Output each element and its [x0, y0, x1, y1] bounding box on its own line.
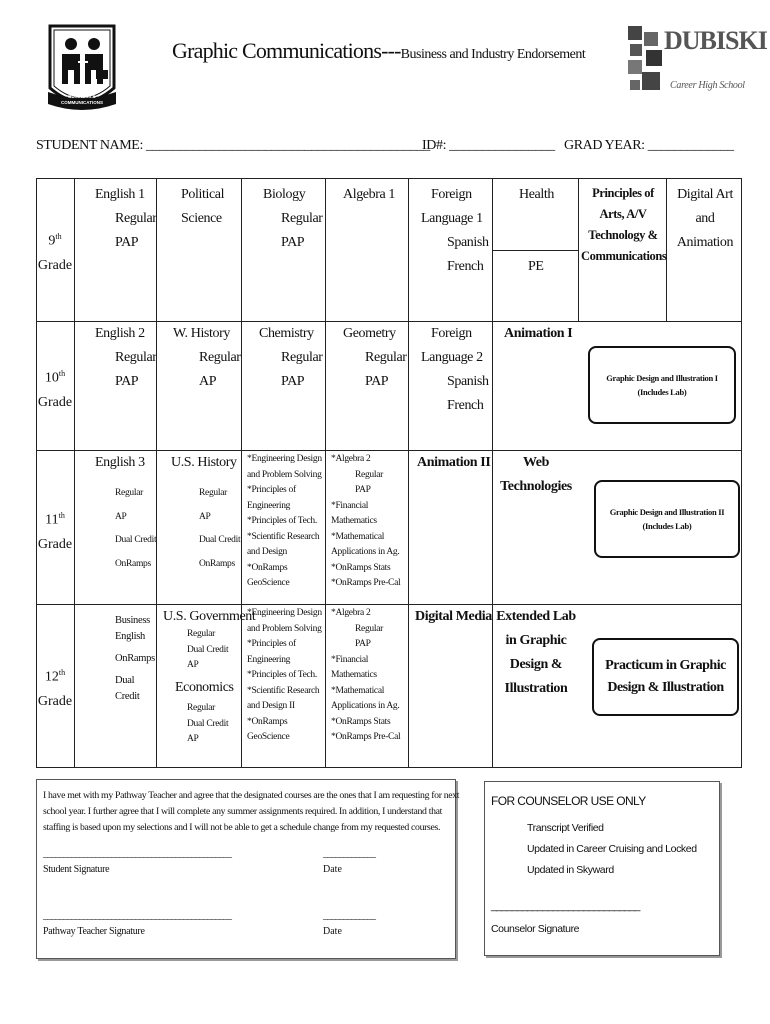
g9-principles-course: Principles of Arts, A/V Technology & Communications	[581, 186, 667, 263]
g10-foreign-language: Foreign Language 2 Spanish French	[421, 326, 489, 413]
g10-science: Chemistry Regular PAP	[259, 326, 323, 389]
right-logo-tagline: Career High School	[670, 80, 745, 91]
agreement-box	[36, 779, 460, 959]
g9-english: English 1 Regular PAP	[95, 187, 157, 250]
title-subtitle: Business and Industry Endorsement	[400, 47, 586, 62]
g9-science: Biology Regular PAP	[263, 187, 323, 250]
g10-math: Geometry Regular PAP	[343, 326, 407, 389]
student-date-label: Date	[323, 864, 342, 875]
g10-social-studies: W. History Regular AP	[173, 326, 241, 389]
grade-9-label: 9th Grade	[37, 232, 73, 273]
g11-english-title: English 3	[95, 455, 145, 470]
g12-extended-lab: Extended Lab in Graphic Design & Illustration	[496, 609, 576, 696]
g12-economics-title: Economics	[175, 680, 234, 695]
left-logo-banner-text: BUSINESS & COMMUNICATIONS	[61, 94, 103, 105]
g11-science-options: *Engineering Design and Problem Solving *Principles of Engineering *Principles of Tech. *Scientific Research and Design *OnRamps GeoScience	[247, 454, 322, 588]
g12-math-options: *Algebra 2 Regular PAP *Financial Mathematics *Mathematical Applications in Ag. *OnRamps Stats *OnRamps Pre-Cal	[331, 608, 401, 742]
g10-english: English 2 Regular PAP	[95, 326, 157, 389]
g12-english-options: Business English OnRamps Dual Credit	[115, 615, 155, 702]
counselor-checklist	[527, 818, 697, 881]
g11-animation-2: Animation II	[417, 455, 491, 470]
g12-digital-media: Digital Media	[415, 609, 492, 624]
grade-10-label: 10th Grade	[37, 369, 73, 410]
g12-government-title: U.S. Government	[163, 609, 256, 624]
left-logo	[44, 18, 120, 122]
course-box-practicum: Practicum in Graphic Design & Illustration	[592, 638, 739, 716]
health-pe-divider	[492, 250, 578, 251]
g11-math-options: *Algebra 2 Regular PAP *Financial Mathematics *Mathematical Applications in Ag. *OnRamps Stats *OnRamps Pre-Cal	[331, 454, 401, 588]
student-name-field[interactable]: STUDENT NAME: ___________________________________________	[36, 138, 430, 153]
course-box-gdi-1: Graphic Design and Illustration I (Includes Lab)	[588, 346, 736, 424]
grade-11-label: 11th Grade	[37, 511, 73, 552]
course-box-gdi-2: Graphic Design and Illustration II (Includes Lab)	[594, 480, 740, 558]
g11-social-options: Regular AP Dual Credit OnRamps	[199, 488, 241, 569]
g9-digital-art: Digital Art and Animation	[676, 187, 734, 250]
counselor-signature-line[interactable]: _____________________________	[491, 900, 640, 912]
counselor-item-skyward: Updated in Skyward	[527, 864, 614, 876]
right-logo	[626, 24, 767, 104]
student-signature-label: Student Signature	[43, 864, 110, 875]
grade-12-label: 12th Grade	[37, 668, 73, 709]
student-id-field[interactable]: ID#: ________________	[422, 138, 555, 153]
g9-pe: PE	[528, 259, 544, 274]
counselor-item-transcript: Transcript Verified	[527, 822, 604, 834]
col-divider	[241, 179, 242, 767]
student-date-line[interactable]: _____________	[323, 848, 375, 859]
g11-english-options: Regular AP Dual Credit OnRamps	[115, 488, 157, 569]
page-title	[172, 38, 585, 64]
business-people-icon	[44, 18, 120, 122]
counselor-item-career-cruising: Updated in Career Cruising and Locked	[527, 843, 697, 855]
grad-year-field[interactable]: GRAD YEAR: _____________	[564, 138, 734, 153]
g11-web-technologies: Web Technologies	[500, 455, 572, 494]
course-table	[36, 178, 742, 768]
counselor-signature-label: Counselor Signature	[491, 923, 580, 935]
g12-economics-options: Regular Dual Credit AP	[187, 703, 229, 744]
teacher-date-line[interactable]: _____________	[323, 910, 375, 921]
counselor-title: FOR COUNSELOR USE ONLY	[491, 794, 646, 808]
col-divider	[666, 179, 667, 321]
col-divider	[578, 179, 579, 321]
g12-government-options: Regular Dual Credit AP	[187, 629, 229, 670]
title-main: Graphic Communications---	[172, 38, 401, 63]
g10-animation-1: Animation I	[504, 326, 573, 341]
student-signature-line[interactable]: _______________________________________________	[43, 848, 231, 859]
g11-social-title: U.S. History	[171, 455, 237, 470]
g9-foreign-language: Foreign Language 1 Spanish French	[421, 187, 489, 274]
g9-social-studies: Political Science	[181, 187, 225, 226]
teacher-signature-line[interactable]: _______________________________________________	[43, 910, 231, 921]
col-divider	[325, 179, 326, 767]
row-divider	[37, 604, 741, 605]
agreement-text: I have met with my Pathway Teacher and agree that the designated courses are the ones that I am requesting for next school year. I further agree that I will complete any summer assignments required. In addition, I understand that staffing is based upon my selections and I will not be able to get a schedule change from my requested courses.	[43, 790, 460, 833]
col-divider	[408, 179, 409, 767]
teacher-signature-label: Pathway Teacher Signature	[43, 926, 145, 937]
g9-math: Algebra 1	[343, 187, 395, 202]
teacher-date-label: Date	[323, 926, 342, 937]
g9-health: Health	[519, 187, 554, 202]
counselor-box	[484, 781, 720, 956]
g12-science-options: *Engineering Design and Problem Solving *Principles of Engineering *Principles of Tech. *Scientific Research and Design II *OnRamps GeoScience	[247, 608, 322, 742]
right-logo-name: DUBISKI	[664, 26, 767, 55]
col-divider	[156, 179, 157, 767]
